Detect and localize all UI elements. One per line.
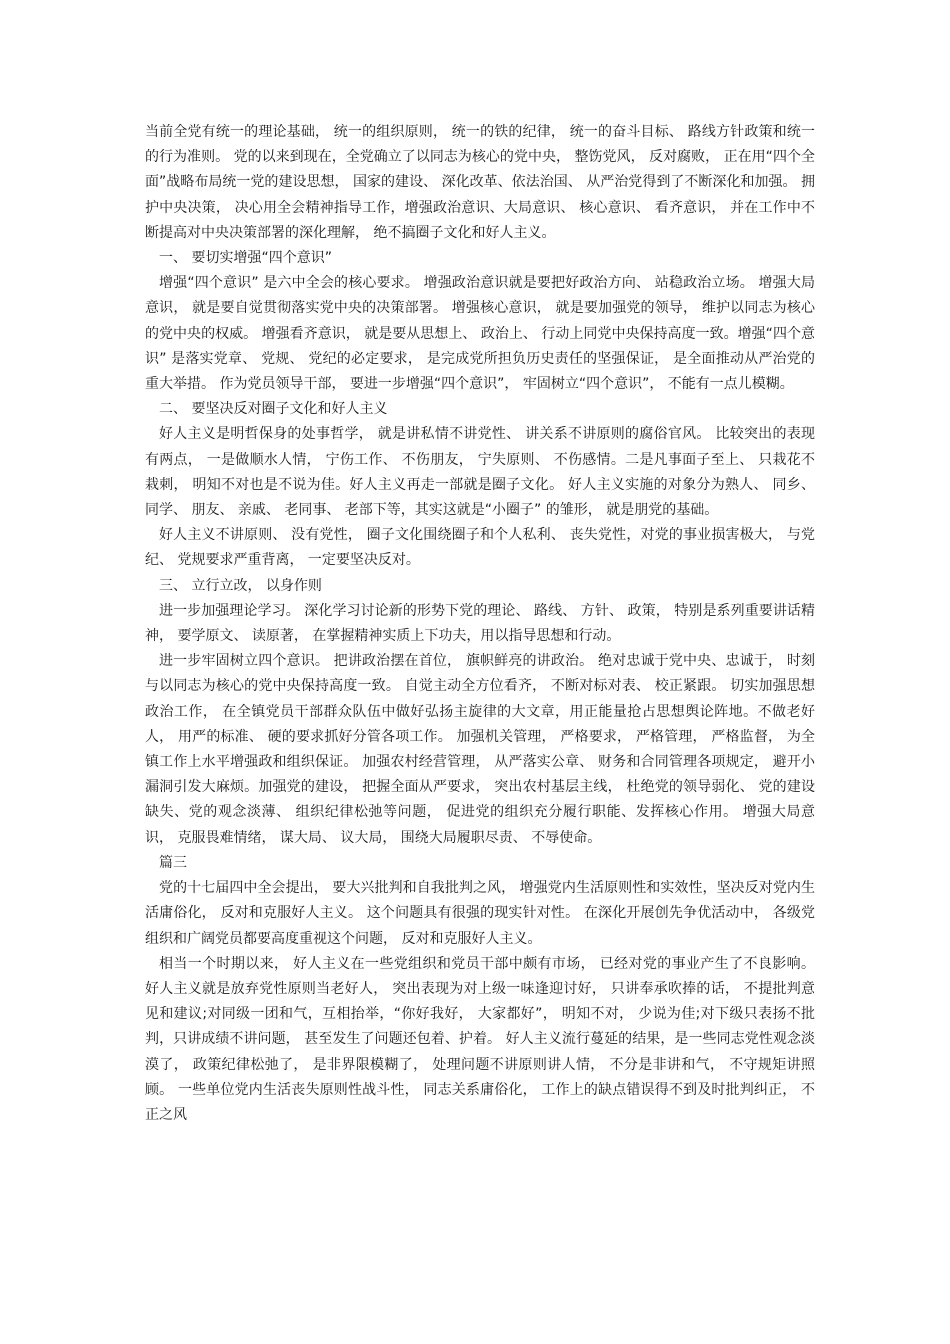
- part-heading-3: 篇三: [159, 854, 187, 871]
- paragraph-four-consciousness-practice: 进一步牢固树立四个意识。 把讲政治摆在首位， 旗帜鲜亮的讲政治。 绝对忠诚于党中央、忠诚于， 时刻与以同志为核心的党中央保持高度一致。 自觉主动全方位看齐， 不断对标对表、 校正紧跟。 切实加强思想政治工作， 在全镇党员干部群众队伍中做好弘扬主旋律的大文章，用正能量抢占思想舆论阵地。不做老好人， 用严的标准、 硬的要求抓好分管各项工作。 加强机关管理， 严格要求， 严格管理， 严格监督， 为全镇工作上水平增强政和组织保证。 加强农村经营管理， 从严落实公章、 财务和合同管理各项规定， 避开小漏洞引发大麻烦。加强党的建设， 把握全面从严要求， 突出农村基层主线， 杜绝党的领导弱化、 党的建设缺失、党的观念淡薄、 组织纪律松弛等问题， 促进党的组织充分履行职能、发挥核心作用。 增强大局意识， 克服畏难情绪， 谋大局、 议大局， 围绕大局履职尽责、 不辱使命。: [145, 653, 815, 846]
- section-heading-1: 一、 要切实增强“四个意识”: [159, 250, 332, 267]
- paragraph-intro: 当前全党有统一的理论基础， 统一的组织原则， 统一的铁的纪律， 统一的奋斗目标、 路线方针政策和统一的行为准则。 党的以来到现在，全党确立了以同志为核心的党中央， 整饬党风， 反对腐败， 正在用“四个全面”战略布局统一党的建设思想， 国家的建设、 深化改革、依法治国、 从严治党得到了不断深化和加强。 拥护中央决策， 决心用全会精神指导工作，增强政治意识、大局意识、 核心意识、 看齐意识， 并在工作中不断提高对中央决策部署的深化理解， 绝不搞圈子文化和好人主义。: [145, 124, 815, 241]
- paragraph-four-consciousness: 增强“四个意识” 是六中全会的核心要求。 增强政治意识就是要把好政治方向、 站稳政治立场。 增强大局意识， 就是要自觉贯彻落实党中央的决策部署。 增强核心意识， 就是要加强党的领导， 维护以同志为核心的党中央的权威。 增强看齐意识， 就是要从思想上、 政治上、 行动上同党中央保持高度一致。增强“四个意识” 是落实党章、 党规、 党纪的必定要求， 是完成党所担负历史责任的坚强保证， 是全面推动从严治党的重大举措。 作为党员领导干部， 要进一步增强“四个意识”， 牢固树立“四个意识”， 不能有一点儿模糊。: [145, 275, 815, 393]
- document-body: [145, 120, 815, 1128]
- paragraph-good-person-impact: 相当一个时期以来， 好人主义在一些党组织和党员干部中颇有市场， 已经对党的事业产生了不良影响。 好人主义就是放弃党性原则当老好人， 突出表现为对上级一味逢迎讨好， 只讲奉承吹捧的话， 不提批判意见和建议;对同级一团和气，互相抬举，“你好我好， 大家都好”， 明知不对， 少说为佳;对下级只表扬不批判，只讲成绩不讲问题， 甚至发生了问题还包着、护着。 好人主义流行蔓延的结果，是一些同志党性观念淡漠了， 政策纪律松弛了， 是非界限模糊了， 处理问题不讲原则讲人情， 不分是非讲和气， 不守规矩讲照顾。 一些单位党内生活丧失原则性战斗性， 同志关系庸俗化， 工作上的缺点错误得不到及时批判纠正， 不正之风: [145, 955, 815, 1123]
- section-heading-3: 三、 立行立改， 以身作则: [159, 577, 322, 594]
- paragraph-theory-study: 进一步加强理论学习。 深化学习讨论新的形势下党的理论、 路线、 方针、 政策， 特别是系列重要讲话精神， 要学原文、 读原著， 在掌握精神实质上下功夫，用以指导思想和行动。: [145, 602, 815, 645]
- paragraph-good-person-philosophy: 好人主义是明哲保身的处事哲学， 就是讲私情不讲党性、 讲关系不讲原则的腐俗官风。 比较突出的表现有两点， 一是做顺水人情， 宁伤工作、 不伤朋友， 宁失原则、 不伤感情。二是凡事面子至上、 只栽花不栽刺， 明知不对也是不说为佳。好人主义再走一部就是圈子文化。 好人主义实施的对象分为熟人、 同乡、 同学、 朋友、 亲戚、 老同事、 老部下等，其实这就是“小圈子” 的雏形， 就是朋党的基础。: [145, 426, 815, 519]
- paragraph-plenary-session: 党的十七届四中全会提出， 要大兴批判和自我批判之风， 增强党内生活原则性和实效性，坚决反对党内生活庸俗化， 反对和克服好人主义。 这个问题具有很强的现实针对性。 在深化开展创先争优活动中， 各级党组织和广阔党员都要高度重视这个问题， 反对和克服好人主义。: [145, 880, 815, 947]
- section-heading-2: 二、 要坚决反对圈子文化和好人主义: [159, 401, 388, 418]
- paragraph-oppose-circle-culture: 好人主义不讲原则、 没有党性， 圈子文化围绕圈子和个人私利、 丧失党性，对党的事业损害极大， 与党纪、 党规要求严重背离， 一定要坚决反对。: [145, 527, 815, 569]
